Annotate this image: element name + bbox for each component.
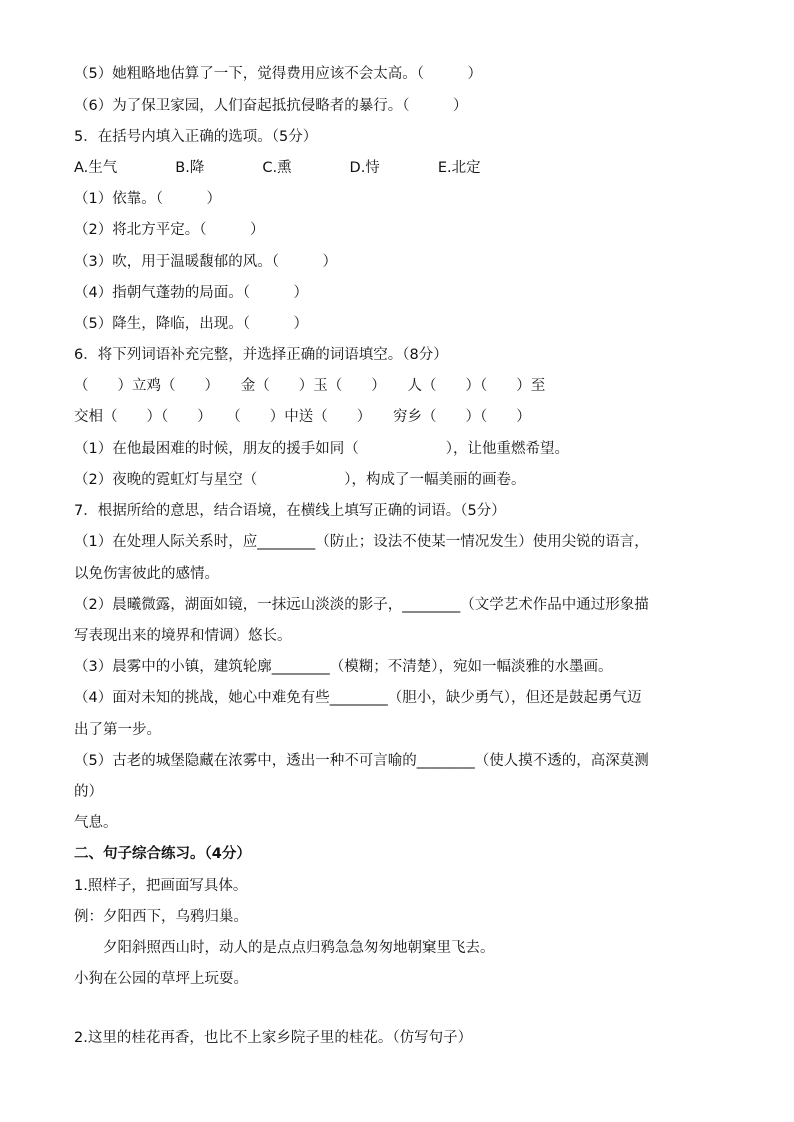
question-7-item-5-end: 气息。 [74,815,118,831]
question-7-heading: 7．根据所给的意思，结合语境，在横线上填写正确的词语。（5分） [74,503,506,519]
sentence-2-prompt: 2.这里的桂花再香，也比不上家乡院子里的桂花。（仿写句子） [74,1030,473,1046]
question-5-item-1: （1）依靠。（ ） [74,191,221,207]
question-7-item-1: （1）在处理人际关系时，应________（防止；设法不使某一情况发生）使用尖锐的语言， [74,534,649,550]
sentence-1-prompt: 1.照样子，把画面写具体。 [74,878,248,894]
question-6-heading: 6．将下列词语补充完整，并选择正确的词语填空。（8分） [74,347,448,363]
question-7-item-2-cont: 写表现出来的境界和情调）悠长。 [74,628,292,644]
question-5-item-4: （4）指朝气蓬勃的局面。（ ） [74,285,308,301]
question-5-item-3: （3）吹，用于温暖馥郁的风。（ ） [74,254,337,270]
question-7-item-5: （5）古老的城堡隐藏在浓雾中，透出一种不可言喻的________（使人摸不透的，高深莫测 [74,753,649,769]
section-2-heading: 二、句子综合练习。（4分） [74,846,251,862]
question-6-item-1: （1）在他最困难的时候，朋友的援手如同（ ），让他重燃希望。 [74,441,569,457]
sentence-1-example-expanded: 夕阳斜照西山时，动人的是点点归鸦急急匆匆地朝窠里飞去。 [74,940,495,956]
question-5-item-2: （2）将北方平定。（ ） [74,222,265,238]
sentence-1-task: 小狗在公园的草坪上玩耍。 [74,971,248,987]
question-5-item-5: （5）降生，降临，出现。（ ） [74,316,308,332]
question-7-item-3: （3）晨雾中的小镇，建筑轮廓________（模糊；不清楚），宛如一幅淡雅的水墨画。 [74,659,613,675]
question-5-heading: 5．在括号内填入正确的选项。（5分） [74,129,318,145]
question-6-words-row-2: 交相（ ）（ ） （ ）中送（ ） 穷乡（ ）（ ） [74,409,531,425]
question-7-item-4-cont: 出了第一步。 [74,722,161,738]
question-7-item-1-cont: 以免伤害彼此的感情。 [74,566,219,582]
sentence-1-example: 例：夕阳西下，乌鸦归巢。 [74,909,248,925]
question-4-6-line: （6）为了保卫家园，人们奋起抵抗侵略者的暴行。（ ） [74,98,468,114]
question-5-options: A.生气 B.降 C.熏 D.恃 E.北定 [74,160,481,176]
question-7-item-5-cont: 的） [74,784,103,800]
question-6-words-row-1: （ ）立鸡（ ） 金（ ）玉（ ） 人（ ）（ ）至 [74,378,546,394]
question-4-5-line: （5）她粗略地估算了一下，觉得费用应该不会太高。（ ） [74,66,482,82]
question-7-item-2: （2）晨曦微露，湖面如镜，一抹远山淡淡的影子，________（文学艺术作品中通过形象描 [74,597,649,613]
question-6-item-2: （2）夜晚的霓虹灯与星空（ ），构成了一幅美丽的画卷。 [74,472,526,488]
question-7-item-4: （4）面对未知的挑战，她心中难免有些________（胆小，缺少勇气），但还是鼓起勇气迈 [74,690,642,706]
